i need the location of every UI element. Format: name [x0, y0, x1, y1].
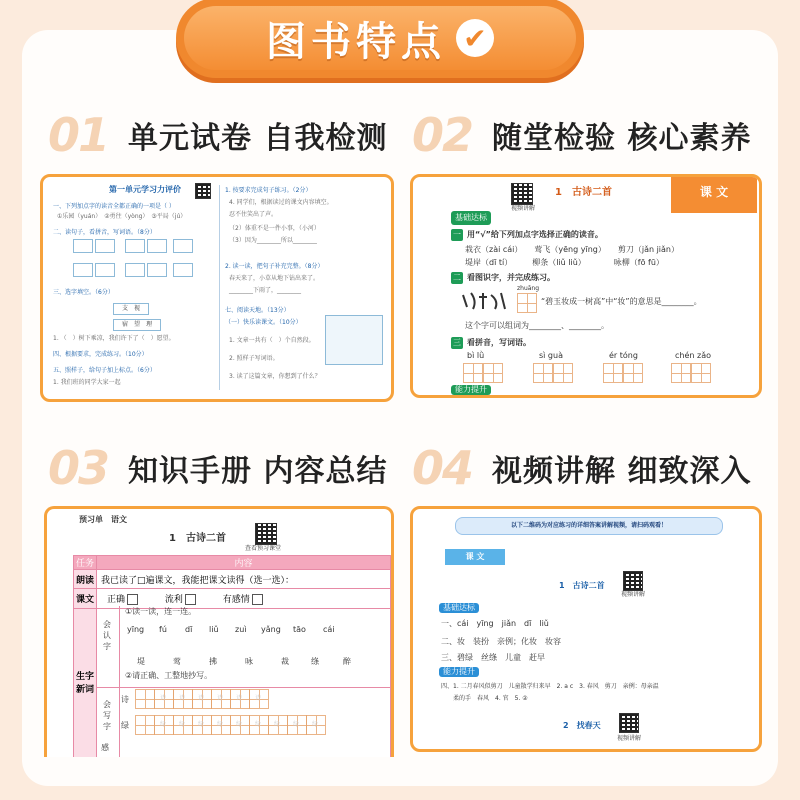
option-label: 流利	[164, 595, 183, 605]
col-header-task: 任务	[74, 556, 97, 570]
q2-pinyin: zhuāng	[517, 285, 540, 292]
trace-char: 绿	[255, 721, 262, 728]
pinyin-item: dī	[185, 625, 193, 634]
section-3-heading	[48, 443, 387, 493]
qr-label: 查看预习课堂	[245, 545, 282, 552]
answer-line: 二、妆 装扮 亲例；化妆 妆容	[441, 637, 561, 646]
q1-row: 堤岸（dī tí） 柳条（liǔ liǔ） 咏柳（fō fū）	[465, 258, 664, 267]
answer-banner	[455, 517, 723, 535]
sheet-header: 预习单 语文	[79, 515, 127, 524]
question-marker: 三	[453, 338, 461, 347]
panel-video-answers	[410, 506, 762, 752]
reading-box	[325, 315, 383, 365]
p1-title: 第一单元学习力评价	[109, 185, 181, 194]
trace-char: 绿	[198, 721, 205, 728]
answer-line: 柔的手 春风 4. 官 5. ②	[453, 695, 528, 702]
lesson-tag	[671, 177, 757, 213]
section-3-title: 知识手册 内容总结	[128, 454, 388, 489]
lesson-title: 古诗二首	[571, 187, 612, 198]
pinyin-item: zuì	[235, 625, 247, 634]
row-label-text: 课文	[74, 589, 97, 609]
hanzi-item: 醉	[343, 657, 351, 666]
row-label-read: 朗读	[74, 570, 97, 589]
pinyin-item: fú	[159, 625, 167, 634]
q2-question-2: 这个字可以组词为________、________。	[465, 321, 609, 330]
trace-char: 诗	[217, 695, 224, 702]
trace-char: 绿	[236, 721, 243, 728]
p1-right-item: （一）快乐读课文。（10分）	[225, 319, 302, 326]
lesson-number: 1	[555, 187, 562, 198]
qr-code-icon	[195, 183, 211, 199]
hanzi-item: 莺	[173, 657, 181, 666]
pinyin-item: ér tóng	[609, 351, 638, 360]
p1-right-item: 1. 按要求完成句子练习。（2分）	[225, 187, 312, 194]
q2-text: 看图识字，并完成练习。	[467, 273, 555, 282]
write-char: 诗	[121, 695, 129, 704]
q2-question: “碧玉妆成一树高”中“妆”的意思是________。	[541, 297, 702, 306]
p1-item: 二、读句子，看拼音，写词语。（8分）	[53, 229, 156, 236]
qr-code-icon	[255, 523, 277, 545]
trace-char: 绿	[312, 721, 319, 728]
lesson-title: 1 古诗二首	[169, 533, 226, 544]
question-marker: 一	[453, 230, 461, 239]
trace-char: 诗	[255, 695, 262, 702]
write-char: 绿	[121, 721, 129, 730]
pinyin-item: yǎng	[261, 625, 281, 634]
section-2-number: 02	[412, 108, 473, 162]
read-line: ①读一读，连一连。	[125, 607, 197, 616]
pinyin-item: tāo	[293, 625, 306, 634]
section-2-title: 随堂检验 核心素养	[492, 121, 752, 156]
pinyin-item: liǔ	[209, 625, 219, 634]
panel-preview-sheet	[44, 506, 394, 757]
read-instruction: 我已读了□遍课文，我能把课文读得（选一选）：	[97, 570, 391, 589]
q1-row: 栽衣（zài cái） 莺飞（yēng yīng） 剪刀（jǎn jiǎn）	[465, 245, 679, 254]
lesson-title: 1 古诗二首	[559, 581, 605, 590]
section-1-title: 单元试卷 自我检测	[128, 121, 388, 156]
improve-badge: 能力提升	[439, 667, 479, 677]
row-label-new-chars: 生字	[75, 671, 94, 682]
panel-unit-test: 第一单元学习力评价 一、下列加点字的读音全都正确的一项是（ ） ①乐园（yuán） ②勇往（yòng） ③平局（jú） 二、读句子，看拼音，写词语。（8分） 三、选字填空。（6分） 支 视 宿 望 理 1. （ ）树下乘凉，我们许下了（ ）愿望。 四、根据要求，完成练习。（10分） 五、照样子，给句子加上标点。（6分） 1. 我们班的同学大家一起 1. 按要求完成句子练习。（2分） 4. 同学们，根据读过的课文内容填空。 忍不住笑出了声。 （2）体重不是一件小事，（小河） （3）因为________所以________ 2. 读一读，把句子补充完整。（8分） 春天来了，小草从地下钻出来了。 ________下雨了，________ 七、阅读天地。（13分） （一）快乐读课文。（10分） 1. 文章一共有（ ）个自然段。 2. 照样子写词语。 3. 读了这篇文章，你想到了什么？	[40, 174, 394, 402]
header-banner	[176, 0, 584, 78]
sub-label-recognize: 会认字	[103, 620, 111, 651]
q3-text: 看拼音，写词语。	[467, 338, 531, 347]
hanzi-item: 拂	[209, 657, 217, 666]
qr-label: 视频讲解	[511, 205, 536, 212]
qr-code-icon	[619, 713, 639, 733]
p1-item: 一、下列加点字的读音全都正确的一项是（ ）	[53, 203, 175, 210]
section-4-title: 视频讲解 细致深入	[492, 454, 752, 489]
trace-char: 诗	[198, 695, 205, 702]
section-4-heading	[412, 443, 751, 493]
question-marker: 二	[453, 273, 461, 282]
pinyin-item: cái	[323, 625, 335, 634]
lesson-tag-label: 课 文	[699, 185, 729, 199]
option-label: 正确	[107, 595, 126, 605]
section-3-number: 03	[48, 441, 109, 495]
p1-item: 三、选字填空。（6分）	[53, 289, 114, 296]
qr-code-icon	[511, 183, 533, 205]
trace-char: 绿	[179, 721, 186, 728]
qr-label: 视频讲解	[617, 735, 642, 742]
section-4-number: 04	[412, 441, 473, 495]
col-header-content: 内容	[97, 556, 391, 570]
option-checkbox[interactable]	[252, 594, 263, 605]
hanzi-item: 绦	[311, 657, 319, 666]
section-2-heading	[412, 110, 751, 160]
trace-char: 绿	[160, 721, 167, 728]
qr-code-icon	[623, 571, 643, 591]
trace-char: 诗	[179, 695, 186, 702]
improve-badge: 能力提升	[451, 385, 491, 395]
lesson-tag-label: 课 文	[465, 552, 485, 561]
answer-banner-text: 以下二维码为对应练习的详细答案讲解视频，请扫码观看！	[510, 522, 667, 529]
trace-char: 绿	[274, 721, 281, 728]
answer-line: 一、cái yīng jiǎn dī liǔ	[441, 619, 549, 628]
page-title: 图书特点	[266, 18, 446, 65]
section-1-heading	[48, 110, 387, 160]
sub-divider	[97, 687, 391, 688]
check-icon: ✔	[456, 19, 494, 57]
basic-level-badge: 基础达标	[451, 211, 491, 225]
answer-line: 四、1. 二月春风似剪刀 儿童散学归来早 2. a c 3. 春风 剪刀 亲例：母亲温	[441, 683, 659, 690]
basic-level-badge: 基础达标	[439, 603, 479, 613]
row-label-feel: 感	[101, 743, 109, 752]
column-divider	[219, 185, 220, 390]
write-line: ②请正确、工整地抄写。	[125, 671, 213, 680]
qr-label: 视频讲解	[621, 591, 646, 598]
p1-item: 四、根据要求，完成练习。（10分）	[53, 351, 148, 358]
lesson-tag	[445, 549, 505, 565]
p1-item: 五、照样子，给句子加上标点。（6分）	[53, 367, 156, 374]
hanzi-item: 堤	[137, 657, 145, 666]
pinyin-item: bì lǜ	[467, 351, 485, 360]
lesson-title-2: 2 找春天	[563, 721, 601, 730]
answer-line: 三、碧绿 丝绦 儿童 赶早	[441, 653, 545, 662]
trace-char: 诗	[236, 695, 243, 702]
panel-class-exercise	[410, 174, 762, 398]
hanzi-item: 裁	[281, 657, 289, 666]
trace-char: 绿	[293, 721, 300, 728]
hanzi-item: 咏	[245, 657, 253, 666]
trace-char: 诗	[160, 695, 167, 702]
option-checkbox[interactable]	[127, 594, 138, 605]
p1-right-item: 七、阅读天地。（13分）	[225, 307, 290, 314]
section-1-number: 01	[48, 108, 109, 162]
p1-right-item: 2. 读一读，把句子补充完整。（8分）	[225, 263, 324, 270]
pinyin-item: sì guà	[539, 351, 563, 360]
option-checkbox[interactable]	[185, 594, 196, 605]
pinyin-item: yīng	[127, 625, 145, 634]
calligraphy-image	[461, 291, 507, 311]
row-label-new-words: 新词	[75, 684, 94, 695]
q1-text: 用“√”给下列加点字选择正确的读音。	[467, 230, 603, 239]
trace-char: 绿	[217, 721, 224, 728]
pinyin-item: chén zǎo	[675, 351, 711, 360]
sub-label-write: 会写字	[103, 700, 111, 731]
option-label: 有感情	[222, 595, 250, 605]
